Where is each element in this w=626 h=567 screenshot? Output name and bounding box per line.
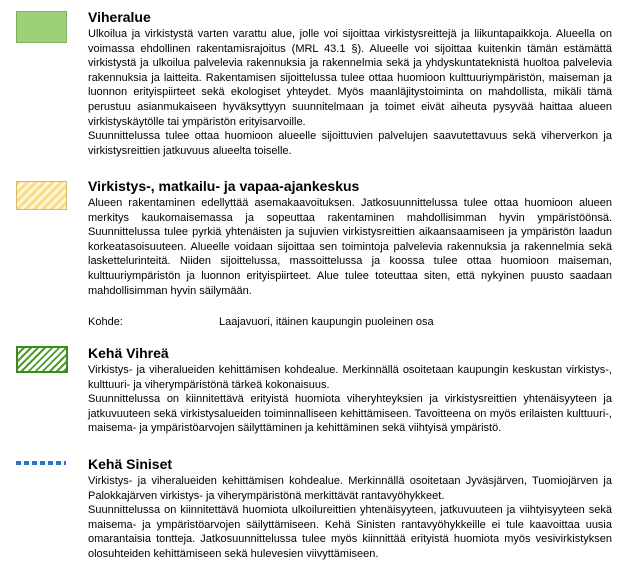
kohde-label: Kohde: <box>88 316 123 328</box>
legend-entry-virkistys-keskus <box>88 178 612 298</box>
kohde-value: Laajavuori, itäinen kaupungin puoleinen osa <box>219 316 434 328</box>
green-area-swatch <box>16 11 67 43</box>
legend-entry-keha-siniset <box>88 456 612 562</box>
entry-title: Kehä Vihreä <box>88 345 169 361</box>
blue-dashed-line <box>16 461 66 465</box>
entry-paragraph: Suunnittelussa on kiinnitettävä huomiota ulkoilureittien yhtenäisyyteen, jatkuvuuteen ja viihtyisyyteen sekä maisema- ja ympäristöarvojen säilyttämiseen. Kehä Sinisten rantavyöhykkeille ei tule kaavoittaa uusia omarantaisia tontteja. Jatkosuunnittelussa tulee myös kiinnittää erityistä huomiota myös vesivirkistyksen olosuhteiden kehittämiseen sekä hulevesien viivyttämiseen. <box>88 504 612 560</box>
entry-paragraph: Suunnittelussa on kiinnitettävä erityistä huomiota viheryhteyksien ja virkistysreittien yhtenäisyyteen ja jatkuvuuteen sekä virkistysalueiden toiminnalliseen kehittämiseen. Tavoitteena on myös erilaisten kulttuuri-, maisema- ja ympäristöarvojen säilyttäminen ja kehittäminen sekä viihtyisä ympäristö. <box>88 393 612 435</box>
entry-paragraph: Virkistys- ja viheralueiden kehittämisen kohdealue. Merkinnällä osoitetaan kaupungin keskustan virkistys-, kulttuuri- ja viherympäristönä tärkeä kokonaisuus. <box>88 364 612 391</box>
entry-title: Kehä Siniset <box>88 456 173 472</box>
entry-paragraph: Alueen rakentaminen edellyttää asemakaavoituksen. Jatkosuunnittelussa tulee ottaa huomioon alueen merkitys kaukomaisemassa ja sopeuttaa rakentaminen mahdollisimman hyvin ympäristöönsä. Suunnittelussa tulee pyrkiä yhtenäisten ja sujuvien virkistysreittien aikaansaamiseen ja ympäristön laadun korkeatasoisuuteen. Alueelle voidaan sijoittaa sen toimintoja palvelevia rakennuksia ja rakennelmia sekä laskettelurinteitä. Niiden sijoittelussa, massoittelussa ja koossa tulee ottaa huomioon maiseman, kulttuuriympäristön ja luonnon erityispiirteet. Alue tulee toteuttaa siten, että nykyinen puusto saadaan mahdollisimman hyvin säilymään. <box>88 197 612 297</box>
entry-title: Viheralue <box>88 9 151 25</box>
legend-entry-viheralue <box>88 9 612 158</box>
kohde-row <box>88 315 434 329</box>
entry-paragraph: Virkistys- ja viheralueiden kehittämisen kohdealue. Merkinnällä osoitetaan Jyväsjärven, Tuomiojärven ja Palokkajärven virkistys- ja viherympäristönä merkittävät rantavyöhykkeet. <box>88 475 612 502</box>
green-hatched-swatch <box>16 346 68 373</box>
entry-paragraph: Suunnittelussa tulee ottaa huomioon alueelle sijoittuvien palvelujen saavutettavuus sekä viherverkon ja virkistysreittien jatkuvuus alueelta toiselle. <box>88 130 612 157</box>
legend-entry-keha-vihrea <box>88 345 612 436</box>
entry-title: Virkistys-, matkailu- ja vapaa-ajankeskus <box>88 178 360 194</box>
entry-paragraph: Ulkoilua ja virkistystä varten varattu alue, jolle voi sijoittaa virkistysreittejä ja liikuntapaikkoja. Alueella on voimassa ehdollinen rakentamisrajoitus (MRL 43.1 §). Alueelle voi sijoittaa kuitenkin tämän estämättä virkistystä ja ulkoilua palvelevia rakennuksia ja rakennelmia sekä ja yhdyskuntateknistä huoltoa palvelevia rakennuksia ja laitteita. Rakentamisen sijoittelussa tulee ottaa huomioon kulttuuriympäristön, maiseman ja luonnon erityispiirteet sekä ekologiset yhteydet. Myös maanläjitystoiminta on mahdollista, mikäli tämä perustuu asianmukaiseen hyväksyttyyn suunnitelmaan ja toimet eivät aiheuta pysyvää haittaa alueen virkistyskäytölle tai ympäristön erityisarvoille. <box>88 28 612 128</box>
yellow-hatched-swatch <box>16 181 67 210</box>
